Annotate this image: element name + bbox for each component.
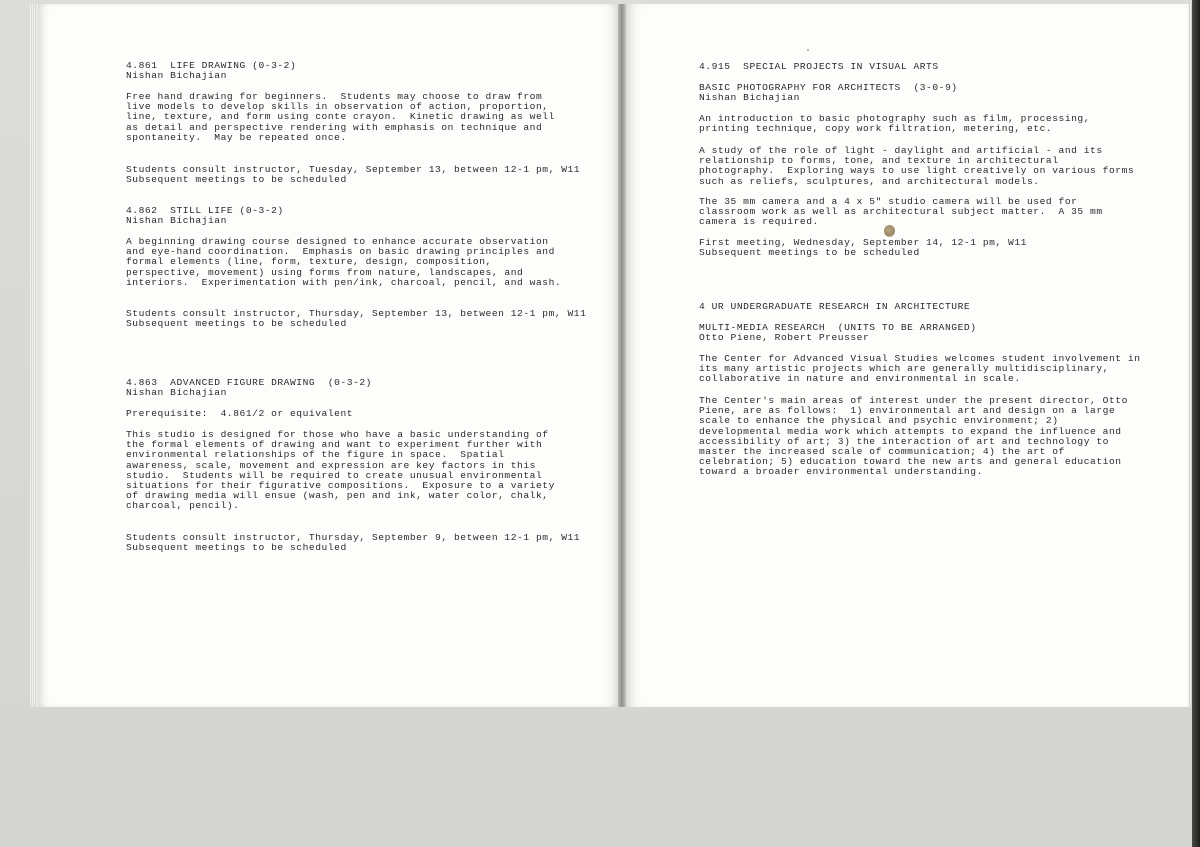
course-4861-schedule: Students consult instructor, Tuesday, September 13, between 12-1 pm, W11 Subsequent meetings to be scheduled: [126, 164, 581, 186]
course-4861-title: 4.861 LIFE DRAWING (0-3-2): [126, 60, 297, 71]
book-gutter: [618, 4, 626, 707]
course-4915-instructor: Nishan Bichajian: [699, 92, 800, 103]
course-4862-schedule: Students consult instructor, Thursday, September 13, between 12-1 pm, W11 Subsequent meetings to be scheduled: [126, 308, 587, 330]
course-4915-description-1: An introduction to basic photography such as film, processing, printing technique, copy work filtration, metering, etc.: [699, 113, 1091, 135]
course-4ur-description-1: The Center for Advanced Visual Studies welcomes student involvement in its many artistic projects which are generally multidisciplinary, collaborative in nature and environmental in scale.: [699, 353, 1141, 385]
course-4863-description: This studio is designed for those who have a basic understanding of the formal elements of drawing and want to experiment further with environmental relationships of the figure in space. Spatial awareness, scale, movement and expression are key factors in this studio. Students will be required to create unusual environmental situations for their figurative compositions. Exposure to a variety of drawing media will ensue (wash, pen and ink, water color, chalk, charcoal, pencil).: [126, 429, 555, 512]
course-4915-title: 4.915 SPECIAL PROJECTS IN VISUAL ARTS: [699, 61, 939, 72]
course-4862-title: 4.862 STILL LIFE (0-3-2): [126, 205, 284, 216]
course-4915-description-3: The 35 mm camera and a 4 x 5" studio camera will be used for classroom work as well as architectural subject matter. A 35 mm camera is required.: [699, 196, 1103, 228]
course-4915-description-2: A study of the role of light - daylight and artificial - and its relationship to forms, tone, and texture in architectural photography. Exploring ways to use light creatively on various forms such as reliefs, sculptures, and architectural models.: [699, 145, 1135, 187]
course-4915-subtitle: BASIC PHOTOGRAPHY FOR ARCHITECTS (3-0-9): [699, 82, 958, 93]
scanner-edge: [1192, 0, 1200, 847]
course-4ur-title: 4 UR UNDERGRADUATE RESEARCH IN ARCHITECTURE: [699, 301, 971, 312]
course-4861-instructor: Nishan Bichajian: [126, 70, 227, 81]
course-4863-title: 4.863 ADVANCED FIGURE DRAWING (0-3-2): [126, 377, 372, 388]
course-4ur-subtitle: MULTI-MEDIA RESEARCH (UNITS TO BE ARRANGED): [699, 322, 977, 333]
course-4863-prerequisite: Prerequisite: 4.861/2 or equivalent: [126, 408, 354, 419]
course-4862-instructor: Nishan Bichajian: [126, 215, 227, 226]
course-4862-description: A beginning drawing course designed to enhance accurate observation and eye-hand coordination. Emphasis on basic drawing principles and formal elements (line, form, texture, design, composition, perspective, movement) using forms from nature, landscapes, and interiors. Experimentation with pen/ink, charcoal, pencil, and wash.: [126, 236, 562, 288]
course-4915-schedule: First meeting, Wednesday, September 14, 12-1 pm, W11 Subsequent meetings to be scheduled: [699, 237, 1027, 259]
paper-speck: [807, 49, 809, 51]
course-4863-instructor: Nishan Bichajian: [126, 387, 227, 398]
course-4ur-description-2: The Center's main areas of interest under the present director, Otto Piene, are as follows: 1) environmental art and design on a large scale to enhance the physical and psychic environment; 2) developmental media work which attempts to expand the influence and accessibility of art; 3) the interaction of art and technology to master the increased scale of communication; 4) the art of celebration; 5) education toward the new arts and general education toward a broader environmental understanding.: [699, 395, 1128, 478]
course-4861-description: Free hand drawing for beginners. Students may choose to draw from live models to develop skills in observation of action, proportion, line, texture, and form using conte crayon. Kinetic drawing as well as detail and perspective rendering with emphasis on technique and spontaneity. May be repeated once.: [126, 91, 555, 143]
course-4863-schedule: Students consult instructor, Thursday, September 9, between 12-1 pm, W11 Subsequent meetings to be scheduled: [126, 532, 581, 554]
course-4ur-instructor: Otto Piene, Robert Preusser: [699, 332, 870, 343]
